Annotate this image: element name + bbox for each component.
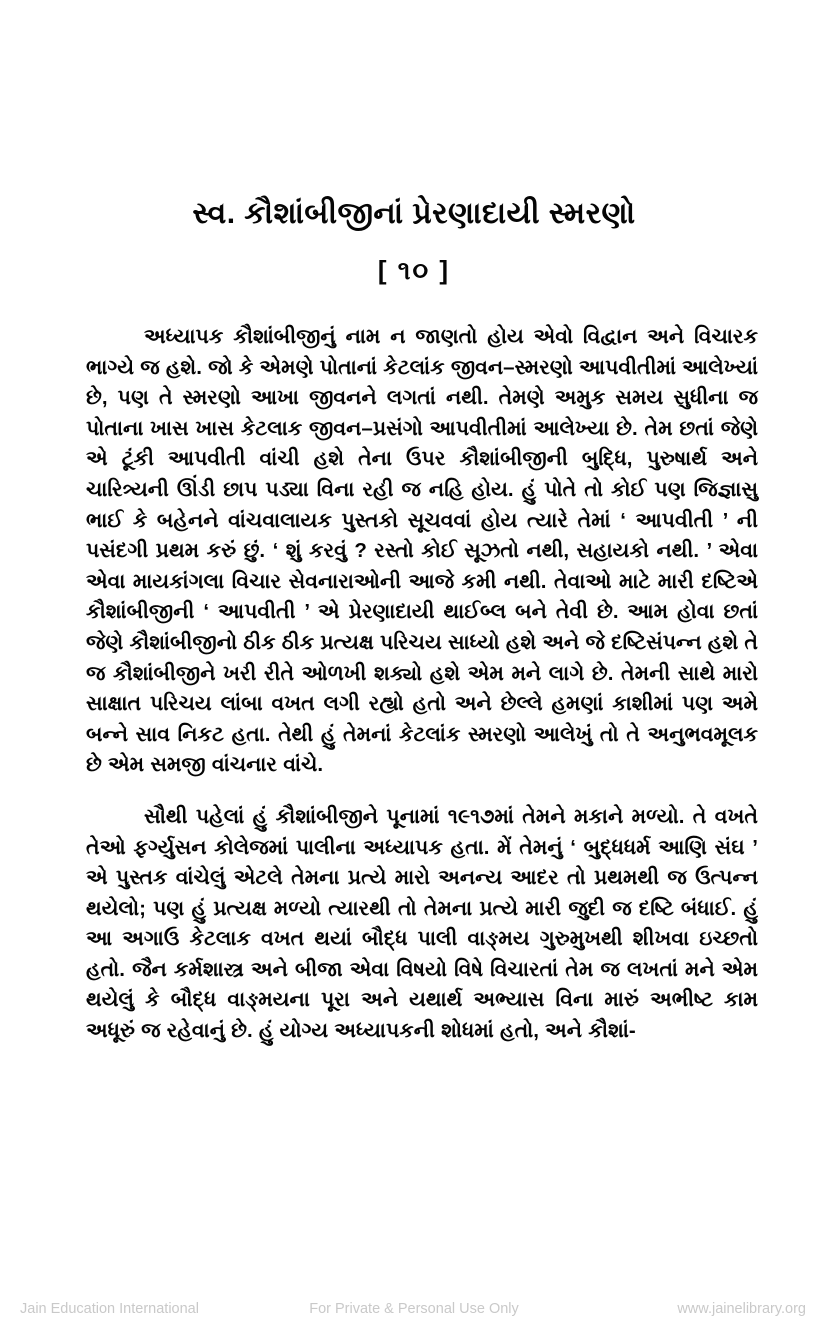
page-footer [0, 1294, 828, 1324]
paragraph-2 [86, 802, 758, 1047]
footer-usage-notice: For Private & Personal Use Only [309, 1301, 519, 1317]
paragraph-1-text: અધ્યાપક કૌશાંબીજીનું નામ ન જાણતો હોય એવો વિદ્વાન અને વિચારક ભાગ્યે જ હશે. જો કે એમણે પોતાનાં કેટલાંક જીવન–સ્મરણો આપવીતીમાં આલેખ્યાં છે, પણ તે સ્મરણો આખા જીવનને લગતાં નથી. તેમણે અમુક સમય સુધીના જ પોતાના ખાસ ખાસ કેટલાક જીવન–પ્રસંગો આપવીતીમાં આલેખ્યા છે. તેમ છતાં જેણે એ ટૂંકી આપવીતી વાંચી હશે તેના ઉપર કૌશાંબીજીની બુદ્ધિ, પુરુષાર્થ અને ચારિત્ર્યની ઊંડી છાપ પડ્યા વિના રહી જ નહિ હોય. હું પોતે તો કોઈ પણ જિજ્ઞાસુ ભાઈ કે બહેનને વાંચવાલાયક પુસ્તકો સૂચવવાં હોય ત્યારે તેમાં ‘ આપવીતી ’ ની પસંદગી પ્રથમ કરું છું. ‘ શું કરવું ? રસ્તો કોઈ સૂઝતો નથી, સહાયકો નથી. ’ એવા એવા માયકાંગલા વિચાર સેવનારાઓની આજે કમી નથી. તેવાઓ માટે મારી દષ્ટિએ કૌશાંબીજીની ‘ આપવીતી ’ એ પ્રેરણાદાયી થાઈબ્લ બને તેવી છે. આમ હોવા છતાં જેણે કૌશાંબીજીનો ઠીક ઠીક પ્રત્યક્ષ પરિચય સાધ્યો હશે અને જે દષ્ટિસંપન્ન હશે તે જ કૌશાંબીજીને ખરી રીતે ઓળખી શક્યો હશે એમ મને લાગે છે. તેમની સાથે મારો સાક્ષાત પરિચય લાંબા વખત લગી રહ્યો હતો અને છેલ્લે હમણાં કાશીમાં પણ અમે બન્ને સાવ નિકટ હતા. તેથી હું તેમનાં કેટલાંક સ્મરણો આલેખું તો તે અનુભવમૂલક છે એમ સમજી વાંચનાર વાંચે. [86, 325, 758, 777]
paragraph-1 [86, 322, 758, 781]
page-heading-block [0, 196, 828, 287]
paragraph-2-text: સૌથી પહેલાં હું કૌશાંબીજીને પૂનામાં ૧૯૧૭માં તેમને મકાને મળ્યો. તે વખતે તેઓ ફર્ગ્યુસન કોલેજમાં પાલીના અધ્યાપક હતા. મેં તેમનું ‘ બુદ્ધધર્મ આણિ સંઘ ’ એ પુસ્તક વાંચેલું એટલે તેમના પ્રત્યે મારો અનન્ય આદર તો પ્રથમથી જ ઉત્પન્ન થયેલો; પણ હું પ્રત્યક્ષ મળ્યો ત્યારથી તો તેમના પ્રત્યે મારી જુદી જ દષ્ટિ બંધાઈ. હું આ અગાઉ કેટલાક વખત થયાં બૌદ્ધ પાલી વાઙ્મય ગુરુમુખથી શીખવા ઇચ્છતો હતો. જૈન કર્મશાસ્ત્ર અને બીજા એવા વિષયો વિષે વિચારતાં તેમ જ લખતાં મને એમ થયેલું કે બૌદ્ધ વાઙ્મયના પૂરા અને યથાર્થ અભ્યાસ વિના મારું અભીષ્ટ કામ અધૂરું જ રહેવાનું છે. હું યોગ્ય અધ્યાપકની શોધમાં હતો, અને કૌશાં- [86, 804, 758, 1043]
footer-website-url: www.jainelibrary.org [677, 1301, 806, 1317]
body-text-column [86, 322, 758, 1047]
page-title: સ્વ. કૌશાંબીજીનાં પ્રેરણાદાયી સ્મરણો [192, 197, 636, 230]
section-number-marker: [ ૧૦ ] [377, 254, 451, 285]
footer-organization: Jain Education International [20, 1301, 199, 1317]
